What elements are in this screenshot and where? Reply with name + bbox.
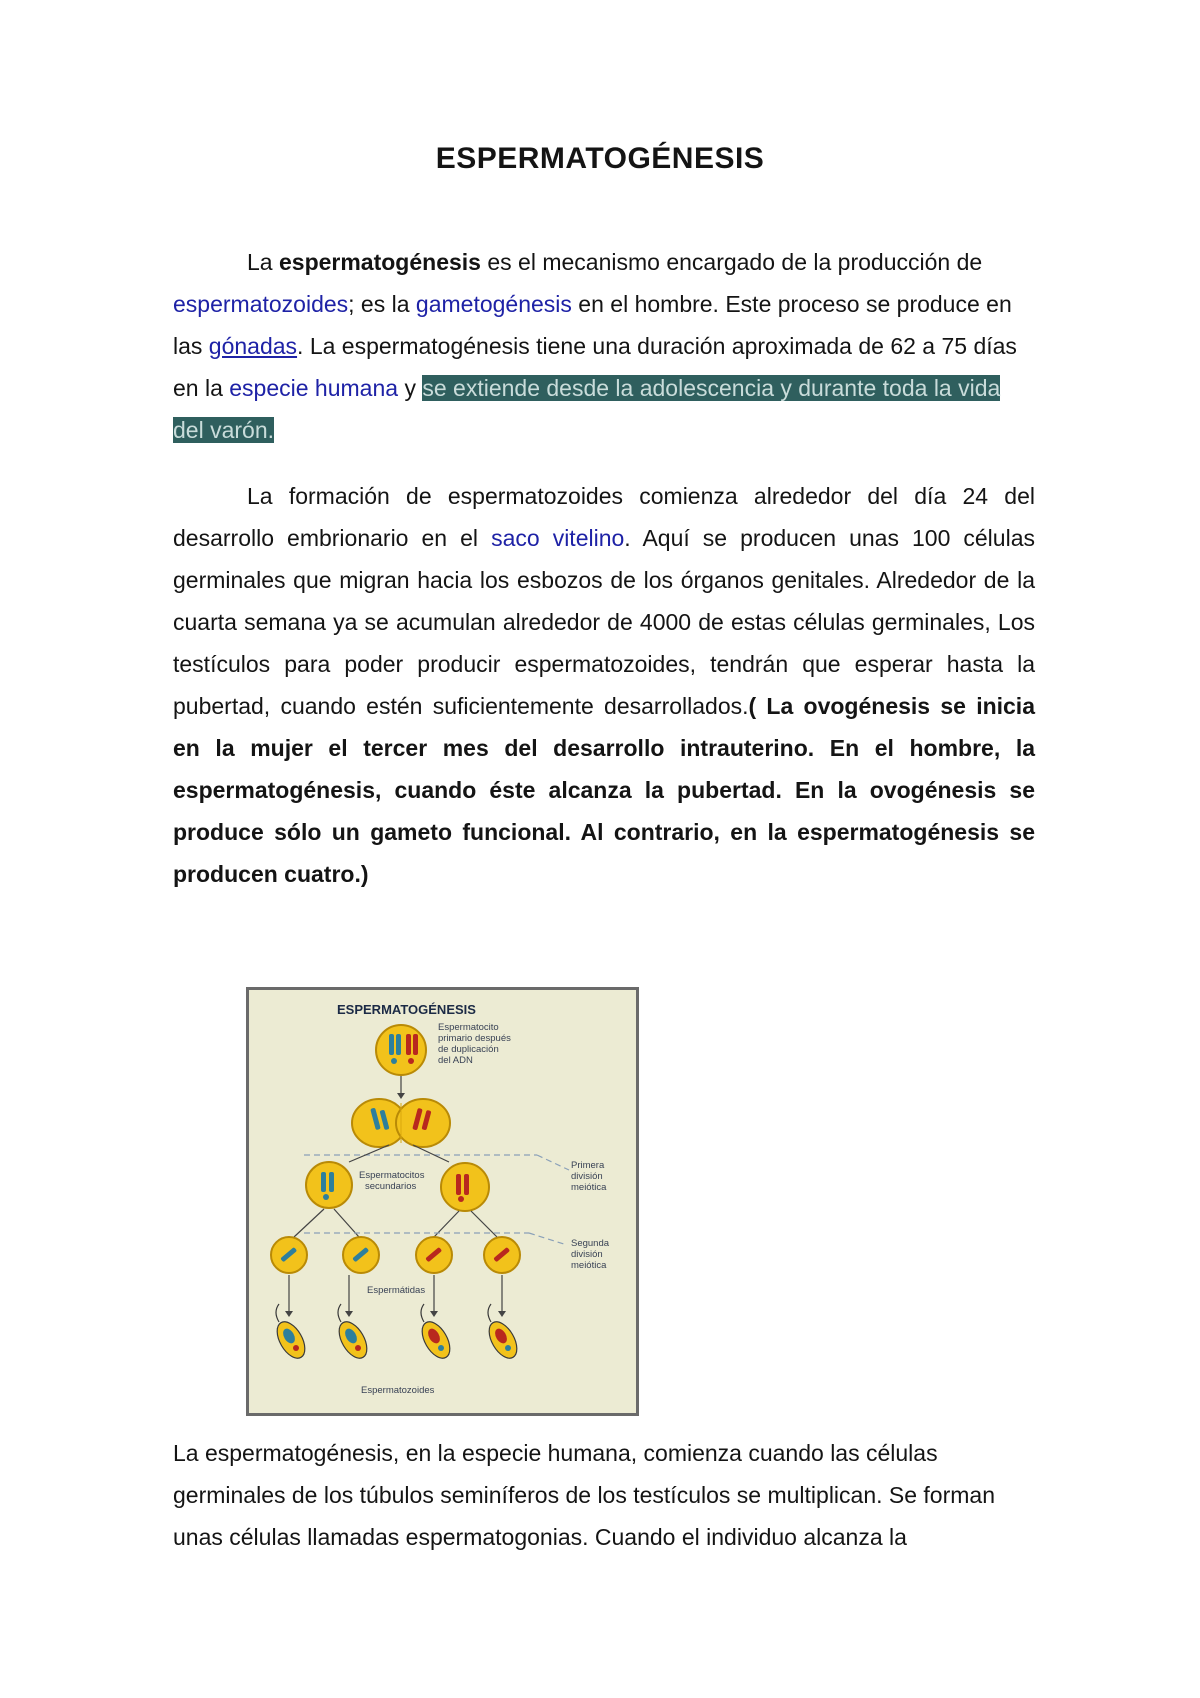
paragraph-formation: [173, 475, 1035, 895]
label-second-division-1: Segunda: [571, 1238, 610, 1249]
paragraph-continuation: La espermatogénesis, en la especie humana, comienza cuando las células germinales de los túbulos seminíferos de los testículos se multiplican. Se forman unas células llamadas espermatogonias. Cuando el individuo alcanza la: [173, 1440, 996, 1550]
highlighted-text: se extiende desde la adolescencia y durante toda la vida del varón.: [173, 375, 1001, 443]
paragraph-intro: [173, 241, 1035, 451]
spermatid-cell: [416, 1237, 452, 1273]
secondary-spermatocyte-cell: [306, 1162, 352, 1208]
arrow-head: [397, 1093, 405, 1099]
spermatozoon-cell: [333, 1304, 372, 1363]
spermatogenesis-diagram: [246, 987, 639, 1416]
text-run: . Aquí se producen unas 100 células germinales que migran hacia los esbozos de los órganos genitales. Alrededor de la cuarta semana ya se acumulan alrededor de 4000 de estas células germinales, Los testículos para poder producir espermatozoides, tendrán que esperar hasta la pubertad, cuando estén suficientemente desarrollados.: [173, 525, 1035, 719]
division-line-2-tail: [529, 1233, 567, 1245]
link-gonadas[interactable]: gónadas: [208, 333, 298, 359]
label-spermatids: Espermátidas: [367, 1285, 426, 1296]
label-secondary-1: Espermatocitos: [359, 1170, 425, 1181]
spermatid-cell: [343, 1237, 379, 1273]
label-primary-4: del ADN: [438, 1055, 473, 1066]
text-run: y: [398, 375, 423, 401]
text-run: en el hombre. Este proceso se produce en las: [173, 291, 1012, 359]
primary-spermatocyte-cell: [376, 1025, 426, 1075]
spermatid-cell: [271, 1237, 307, 1273]
secondary-spermatocyte-cell: [441, 1163, 489, 1211]
link-saco-vitelino[interactable]: saco vitelino: [491, 525, 625, 551]
arrow-line: [413, 1145, 449, 1162]
text-run: . La espermatogénesis tiene una duración aproximada de 62 a 75 días en la: [173, 333, 1017, 401]
arrow-head: [430, 1311, 438, 1317]
diagram-canvas: [249, 990, 636, 1413]
arrow-head: [285, 1311, 293, 1317]
label-primary-3: de duplicación: [438, 1044, 499, 1055]
bold-term: espermatogénesis: [278, 249, 481, 275]
label-second-division-2: división: [571, 1249, 603, 1260]
arrow-line: [349, 1145, 389, 1162]
arrow-head: [498, 1311, 506, 1317]
text-run: es el mecanismo encargado de la producción de: [480, 249, 983, 275]
label-first-division-3: meiótica: [571, 1182, 607, 1193]
label-first-division-2: división: [571, 1171, 603, 1182]
text-run: ; es la: [348, 291, 416, 317]
diagram-title: ESPERMATOGÉNESIS: [337, 1002, 476, 1017]
arrow-head: [345, 1311, 353, 1317]
label-first-division-1: Primera: [571, 1160, 605, 1171]
division-line-1-tail: [537, 1155, 569, 1170]
label-secondary-2: secundarios: [365, 1181, 417, 1192]
text-run: La formación de espermatozoides comienza alrededor del día 24 del desarrollo embrionario en el: [173, 483, 1035, 551]
link-gametogenesis[interactable]: gametogénesis: [415, 291, 572, 317]
label-primary-1: Espermatocito: [438, 1022, 499, 1033]
dividing-cell: [352, 1099, 450, 1147]
label-spermatozoa: Espermatozoides: [361, 1385, 435, 1396]
spermatid-cell: [484, 1237, 520, 1273]
bold-note: ( La ovogénesis se inicia en la mujer el tercer mes del desarrollo intrauterino. En el hombre, la espermatogénesis, cuando éste alcanza la pubertad. En la ovogénesis se produce sólo un gameto funcional. Al contrario, en la espermatogénesis se producen cuatro.): [173, 693, 1035, 887]
label-primary-2: primario después: [438, 1033, 511, 1044]
link-espermatozoides[interactable]: espermatozoides: [173, 291, 349, 317]
link-especie-humana[interactable]: especie humana: [229, 375, 399, 401]
text-run: La: [247, 249, 279, 275]
page-title: ESPERMATOGÉNESIS: [435, 142, 765, 175]
label-second-division-3: meiótica: [571, 1260, 607, 1271]
